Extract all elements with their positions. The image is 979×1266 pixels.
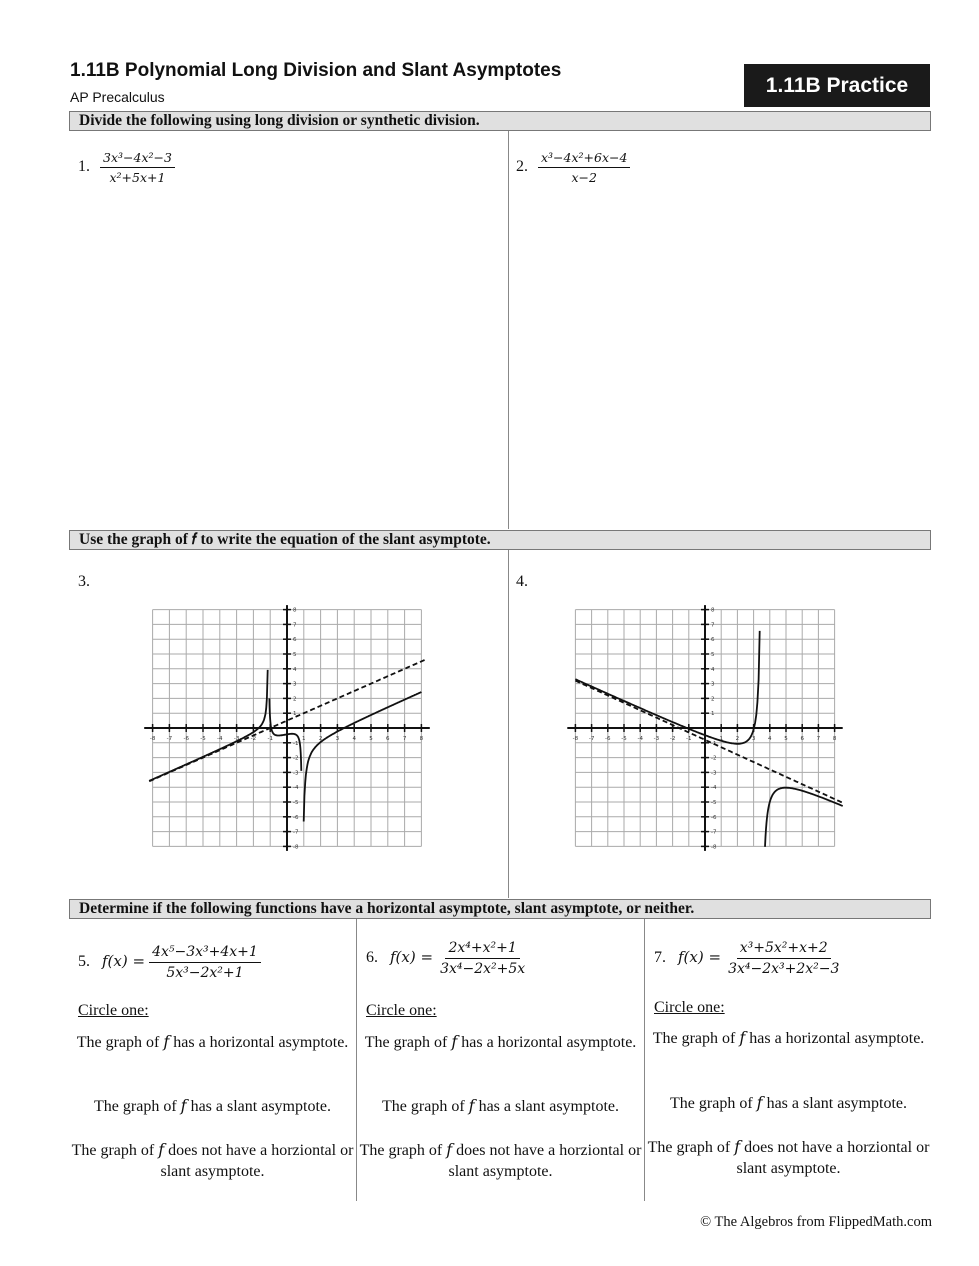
y-tick-label: 8: [711, 607, 715, 614]
column-divider: [644, 919, 645, 1201]
y-tick-label: 6: [293, 637, 297, 644]
y-tick-label: -6: [711, 814, 717, 821]
graph-problem-3: [145, 598, 435, 860]
y-tick-label: -6: [293, 814, 299, 821]
choice-slant[interactable]: The graph of 𝑓 has a slant asymptote.: [94, 1098, 331, 1115]
denominator: 3x⁴−2x³+2x²−3: [728, 961, 840, 977]
choice-horizontal[interactable]: The graph of 𝑓 has a horizontal asymptote.: [652, 1030, 925, 1047]
y-tick-label: 5: [711, 652, 715, 658]
x-tick-label: -1: [267, 736, 273, 742]
y-tick-label: 5: [293, 652, 297, 658]
x-tick-label: 7: [402, 736, 407, 742]
y-tick-label: -3: [293, 770, 299, 777]
course-subtitle: AP Precalculus: [70, 89, 165, 105]
x-tick-label: 1: [719, 736, 723, 742]
denominator: 5x³−2x²+1: [166, 965, 244, 981]
numerator: 3x³−4x²−3: [100, 150, 175, 168]
problem-3-number: 3.: [78, 573, 90, 590]
graph-problem-4: [572, 600, 865, 855]
choice-slant[interactable]: The graph of 𝑓 has a slant asymptote.: [670, 1095, 907, 1112]
numerator: 4x⁵−3x³+4x+1: [149, 944, 261, 963]
x-tick-label: 3: [751, 736, 756, 742]
choice-neither[interactable]: The graph of 𝑓 does not have a horziontal or slant asymptote.: [71, 1142, 354, 1180]
choice-slant[interactable]: The graph of 𝑓 has a slant asymptote.: [382, 1098, 619, 1115]
x-tick-label: 3: [335, 736, 340, 742]
x-tick-label: -1: [686, 736, 692, 742]
numerator: x³+5x²+x+2: [737, 940, 831, 959]
section1-instruction: Divide the following using long division or synthetic division.: [69, 111, 931, 131]
x-tick-label: -2: [250, 736, 257, 742]
x-tick-label: -3: [653, 736, 660, 742]
problem-6: [366, 940, 528, 977]
problem-number: 5.: [78, 953, 90, 971]
numerator: 2x⁴+x²+1: [445, 940, 519, 959]
problem-5: [78, 944, 261, 981]
denominator: x−2: [571, 170, 597, 185]
x-tick-label: -3: [233, 736, 240, 742]
x-tick-label: -8: [149, 736, 156, 742]
problem-7: [654, 940, 842, 977]
problem-2: [516, 150, 630, 185]
y-tick-label: -7: [711, 829, 717, 836]
problem-number: 6.: [366, 949, 378, 967]
fraction: [100, 150, 175, 185]
x-tick-label: 5: [784, 736, 788, 742]
y-tick-label: 6: [711, 637, 715, 644]
choice-neither[interactable]: The graph of 𝑓 does not have a horziontal or slant asymptote.: [359, 1142, 642, 1180]
problem-number: 7.: [654, 949, 666, 967]
column-divider: [508, 131, 509, 529]
function-label: f(x) =: [390, 948, 434, 967]
x-tick-label: 2: [735, 736, 740, 742]
section3-instruction: Determine if the following functions have a horizontal asymptote, slant asymptote, or neither.: [69, 899, 931, 919]
y-tick-label: -4: [293, 785, 299, 792]
x-tick-label: -6: [605, 736, 611, 742]
column-divider: [508, 550, 509, 898]
problem-1: [78, 150, 175, 185]
page-title: 1.11B Polynomial Long Division and Slant Asymptotes: [70, 60, 562, 81]
y-tick-label: 4: [293, 666, 297, 673]
x-tick-label: 8: [419, 736, 424, 742]
y-tick-label: 3: [711, 681, 715, 688]
y-tick-label: 1: [711, 711, 715, 718]
fraction: [437, 940, 528, 977]
problem-number: 1.: [78, 158, 90, 176]
x-tick-label: 1: [302, 736, 306, 742]
x-tick-label: -4: [637, 736, 643, 742]
circle-one-label: Circle one:: [366, 1002, 437, 1019]
fraction: [725, 940, 842, 977]
x-tick-label: -7: [588, 736, 595, 742]
fraction: [149, 944, 261, 981]
circle-one-label: Circle one:: [78, 1002, 149, 1019]
y-tick-label: 7: [293, 622, 297, 629]
y-tick-label: -7: [293, 829, 299, 836]
curve-left-branch: [149, 670, 268, 781]
problem-number: 2.: [516, 158, 528, 176]
circle-one-label: Circle one:: [654, 999, 725, 1016]
fraction: [538, 150, 630, 185]
y-tick-label: -1: [711, 740, 717, 747]
copyright-footer: © The Algebros from FlippedMath.com: [700, 1214, 932, 1230]
x-tick-label: -5: [200, 736, 206, 742]
y-tick-label: -4: [711, 785, 717, 792]
y-tick-label: 2: [711, 696, 715, 703]
y-tick-label: 4: [711, 666, 715, 673]
section2-instruction: Use the graph of 𝑓 to write the equation of the slant asymptote.: [69, 530, 931, 550]
y-tick-label: -5: [293, 800, 299, 806]
practice-badge: 1.11B Practice: [744, 64, 930, 107]
axes: [144, 605, 430, 851]
problem-4-number: 4.: [516, 573, 528, 590]
function-label: f(x) =: [678, 948, 722, 967]
x-tick-label: -4: [217, 736, 223, 742]
choice-horizontal[interactable]: The graph of 𝑓 has a horizontal asymptote.: [364, 1034, 637, 1051]
x-tick-label: 7: [816, 736, 821, 742]
x-tick-label: 8: [832, 736, 837, 742]
x-tick-label: -5: [621, 736, 627, 742]
y-tick-label: 2: [293, 696, 297, 703]
x-tick-label: 6: [386, 736, 390, 742]
denominator: x²+5x+1: [109, 170, 166, 185]
choice-horizontal[interactable]: The graph of 𝑓 has a horizontal asymptote.: [76, 1034, 349, 1051]
function-label: f(x) =: [102, 952, 146, 971]
axes: [567, 605, 842, 851]
x-tick-label: -2: [669, 736, 676, 742]
y-tick-label: 7: [711, 622, 715, 629]
y-tick-label: -8: [711, 844, 717, 851]
y-tick-label: 1: [293, 711, 297, 718]
x-tick-label: 4: [352, 736, 356, 742]
x-tick-label: 5: [369, 736, 373, 742]
y-tick-label: -2: [711, 755, 717, 762]
x-tick-label: 6: [800, 736, 804, 742]
y-tick-label: -2: [293, 755, 299, 762]
x-tick-label: 4: [768, 736, 772, 742]
x-tick-label: -7: [166, 736, 173, 742]
x-tick-label: -8: [572, 736, 579, 742]
denominator: 3x⁴−2x²+5x: [440, 961, 526, 977]
y-tick-label: -1: [293, 740, 299, 747]
column-divider: [356, 919, 357, 1201]
y-tick-label: 8: [293, 607, 297, 614]
curve-left-branch: [572, 631, 759, 744]
x-tick-label: -6: [183, 736, 189, 742]
choice-neither[interactable]: The graph of 𝑓 does not have a horziontal or slant asymptote.: [647, 1139, 930, 1177]
y-tick-label: -8: [293, 844, 299, 851]
y-tick-label: 3: [293, 681, 297, 688]
x-tick-label: 2: [318, 736, 323, 742]
y-tick-label: -5: [711, 800, 717, 806]
y-tick-label: -3: [711, 770, 717, 777]
numerator: x³−4x²+6x−4: [538, 150, 630, 168]
